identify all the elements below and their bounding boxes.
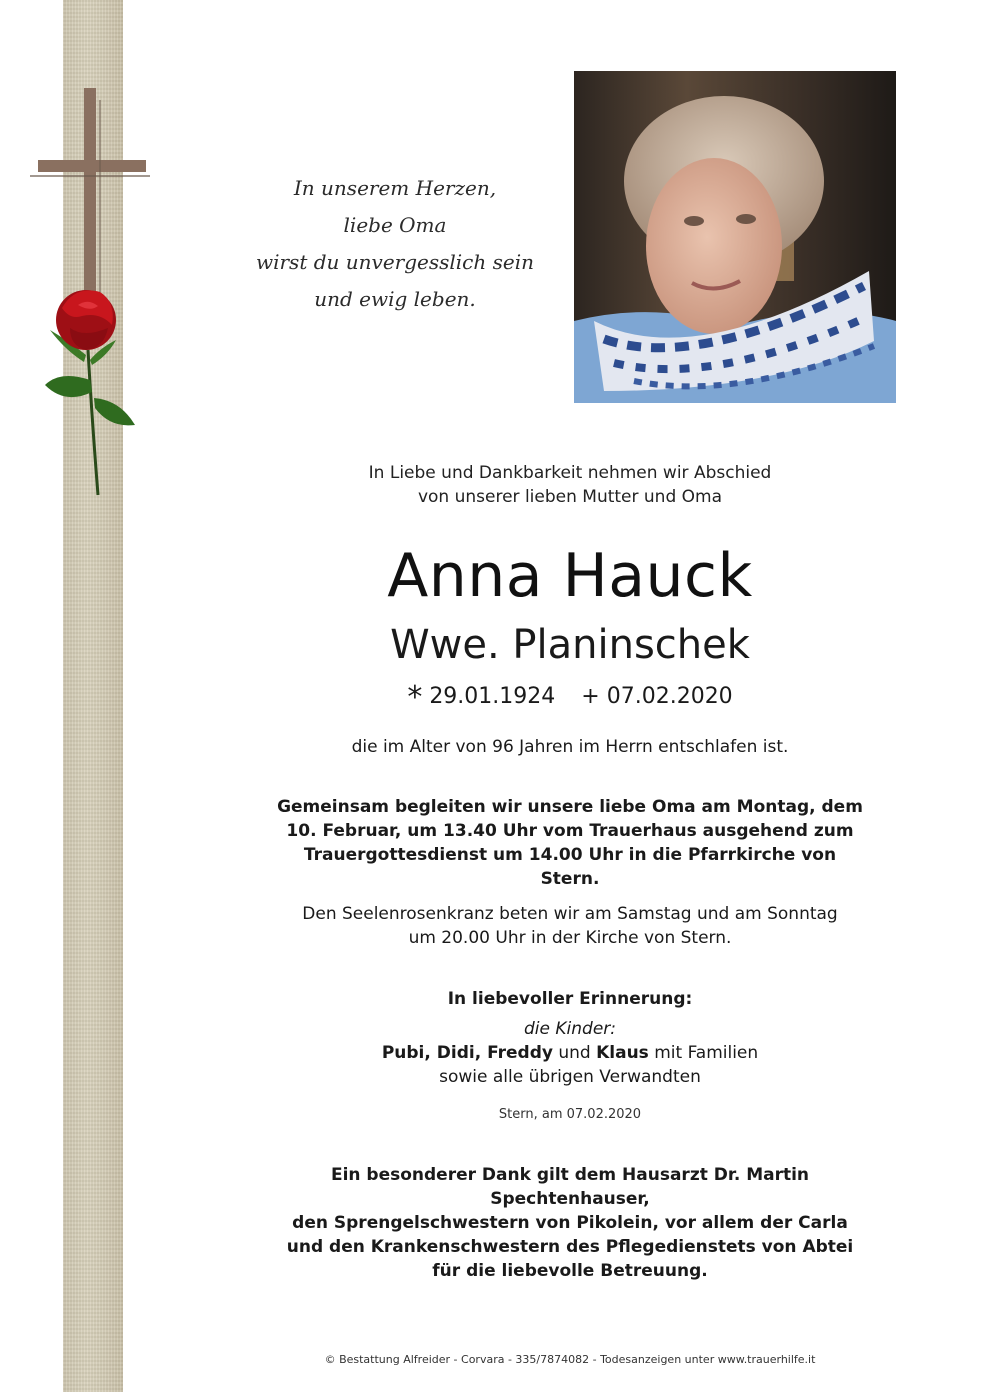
child-name: Freddy (487, 1043, 553, 1063)
verse-line: wirst du unvergesslich sein (255, 250, 534, 274)
rosary-line: Den Seelenrosenkranz beten wir am Samstag und am Sonntag (302, 904, 838, 924)
name-separator: , (474, 1043, 488, 1063)
widow-name: Wwe. Planinschek (390, 622, 750, 668)
life-dates (260, 677, 880, 718)
birth-symbol: * (407, 680, 423, 715)
thanks-line: und den Krankenschwestern des Pflegedienstets von Abtei (286, 1237, 854, 1257)
rosary-line: um 20.00 Uhr in der Kirche von Stern. (408, 928, 732, 948)
place-and-date: Stern, am 07.02.2020 (498, 1107, 642, 1122)
intro-line: von unserer lieben Mutter und Oma (417, 487, 723, 507)
intro-line: In Liebe und Dankbarkeit nehmen wir Abschied (368, 463, 772, 483)
footer-credit: © Bestattung Alfreider - Corvara - 335/7874082 - Todesanzeigen unter www.trauerhilfe.it (324, 1353, 816, 1366)
children-suffix: mit Familien (648, 1043, 759, 1063)
cross-and-rose-decoration (20, 80, 160, 510)
child-name: Pubi (381, 1043, 425, 1063)
rosary-details (260, 902, 880, 950)
children-label: die Kinder: (524, 1019, 616, 1039)
age-statement: die im Alter von 96 Jahren im Herrn entschlafen ist. (351, 737, 789, 757)
death-symbol: + (581, 684, 600, 709)
verse-line: und ewig leben. (314, 287, 476, 311)
children-names (260, 1041, 880, 1065)
thanks-line: Ein besonderer Dank gilt dem Hausarzt Dr. Martin Spechtenhauser, (330, 1165, 810, 1209)
birth-date: 29.01.1924 (429, 684, 556, 709)
verse-line: liebe Oma (343, 213, 447, 237)
funeral-details: Gemeinsam begleiten wir unsere liebe Oma am Montag, dem 10. Februar, um 13.40 Uhr vom Trauerhaus ausgehend zum Trauergottesdienst um 14.00 Uhr in die Pfarrkirche von Stern. (277, 797, 863, 889)
name-separator: , (424, 1043, 437, 1063)
birth-date-group (407, 680, 556, 715)
mourners-heading: In liebevoller Erinnerung: (447, 989, 693, 1009)
deceased-name: Anna Hauck (387, 541, 753, 611)
name-conjunction: und (552, 1043, 597, 1063)
portrait-photo (574, 71, 896, 403)
relatives-line: sowie alle übrigen Verwandten (439, 1067, 701, 1087)
child-name: Klaus (596, 1043, 649, 1063)
rose-icon (45, 290, 135, 495)
death-date: 07.02.2020 (606, 684, 733, 709)
child-name: Didi (436, 1043, 475, 1063)
memorial-verse (240, 170, 550, 318)
farewell-intro (260, 461, 880, 509)
thanks-line: für die liebevolle Betreuung. (432, 1261, 708, 1281)
thanks-line: den Sprengelschwestern von Pikolein, vor allem der Carla (292, 1213, 848, 1233)
death-date-group (581, 684, 732, 709)
thanks-section (275, 1163, 865, 1283)
verse-line: In unserem Herzen, (293, 176, 497, 200)
